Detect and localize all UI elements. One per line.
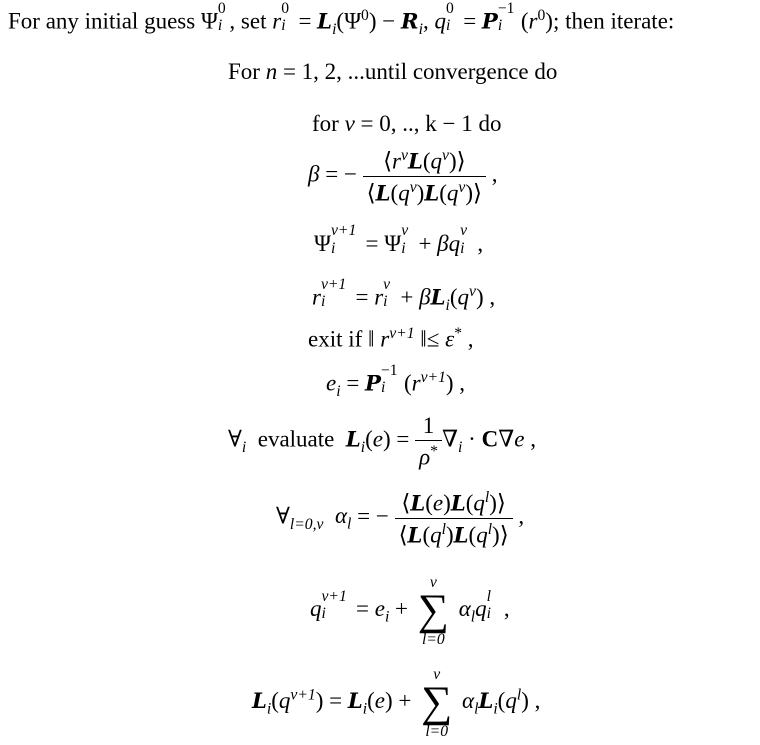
intro-line: For any initial guess Ψ 0 i , set r 0 i = $L_i(\Psi^0) - R_i$, q 0 i = P −1 i $(r^0)$; then iterate: [8,0,675,39]
exit-word: exit if [308,326,363,352]
outer-loop-rest: = 1, 2, ...until convergence do [282,59,558,84]
evaluate-step: $\forall_i$ evaluate $L_i(e)$ = $\frac{1}{\rho^*}$ $\nabla_i \cdot C\nabla e$ , [228,413,536,470]
alpha-equation: $\forall_{l=0,\nu}$ $\alpha_l$ = − $\frac{⟨L(e)L(q^l)⟩}{⟨L(q^l)L(q^l)⟩}$ , [276,489,525,548]
inner-loop-range: = 0, .., k − 1 do [360,111,502,136]
operator-update: $L_i(q^{\nu+1}) = L_i(e)$ + ν ∑ l=0 $\alpha_lL_i(q^l)$ , [252,666,541,740]
outer-loop-for: For [228,59,260,84]
psi-update: Ψ ν+1 i = Ψ ν i + βq ν i , [314,222,484,257]
intro-then-text: ; then iterate: [552,8,675,34]
preconditioner-step: $e_i = P$ −1 i $(r^{\nu+1})$ , [326,362,466,401]
outer-loop-line: For n = 1, 2, ...until convergence do [228,59,558,84]
intro-set-word: set [240,8,267,34]
search-direction-update: q ν+1 i = $e_i$ + ν ∑ l=0 $\alpha_lq$ l i , [310,574,510,648]
evaluate-word: evaluate [257,426,335,452]
residual-update: r ν+1 i = r ν i + $\beta L_i(q^\nu)$ , [312,276,496,315]
inner-loop-for: for [312,111,339,136]
inner-loop-line: for ν = 0, .., k − 1 do [312,111,502,136]
intro-prefix: For any initial guess [8,8,196,34]
beta-equation: β = − $\frac{⟨r^\nu L(q^\nu)⟩}{⟨L(q^\nu)L(q^\nu)⟩}$ , [308,147,498,206]
exit-condition: exit if ‖ $r^{\nu+1}$ ‖≤ ε* , [308,325,474,352]
